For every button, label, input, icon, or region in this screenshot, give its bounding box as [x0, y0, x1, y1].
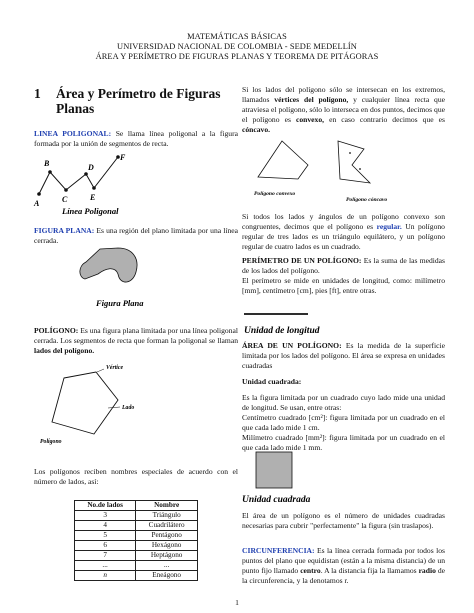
poligono-caption: Polígono — [40, 439, 62, 445]
area-paragraph — [242, 341, 445, 371]
circ-text-b: . A la distancia fija la llamamos — [320, 566, 419, 575]
p2-text-c: Un polígono regular de tres lados es un triángulo equilátero, y un polígono regular de cuatro lados es un cuadrado. — [242, 222, 445, 251]
perimetro-text: Es la suma de las medidas de los lados del polígono. — [242, 256, 446, 275]
circ-label: CIRCUNFERENCIA: — [242, 546, 315, 555]
nombres-paragraph — [34, 467, 238, 487]
table-row — [75, 551, 198, 561]
figura-label: FIGURA PLANA: — [34, 226, 95, 235]
linea-text: Se llama línea poligonal a la figura formada por la unión de segmentos de recta. — [34, 129, 238, 148]
concavo-caption: Polígono cóncavo — [346, 197, 388, 203]
convexo-caption: Polígono convexo — [254, 191, 296, 197]
uc-text-1: Es la figura limitada por un cuadrado cuyo lado mide una unidad de longitud. Se usan, entre otras: — [242, 393, 445, 412]
figura-plana-shape — [80, 248, 137, 282]
label-c: C — [62, 195, 68, 204]
poligono-paragraph — [34, 326, 238, 356]
figura-plana-paragraph — [34, 226, 238, 246]
label-a: A — [34, 199, 40, 208]
table-header-row — [75, 501, 198, 511]
unidad-cuadrada-square — [256, 452, 292, 488]
table-cell: n — [75, 571, 136, 581]
table-cell: 3 — [75, 511, 136, 521]
point-c — [64, 188, 68, 192]
table-cell: Cuadrilátero — [136, 521, 198, 531]
header-line-2: UNIVERSIDAD NACIONAL DE COLOMBIA - SEDE MEDELLÍN — [117, 42, 357, 51]
unidad-cuadrada-paragraph — [242, 393, 445, 453]
concave-polygon-shape — [338, 141, 370, 183]
table-cell: Pentágono — [136, 531, 198, 541]
table-cell: Heptágono — [136, 551, 198, 561]
pentagon-shape — [52, 372, 118, 434]
section-title-line2: Planas — [56, 101, 95, 116]
table-row — [75, 511, 198, 521]
perimetro-text-2: El perímetro se mide en unidades de longitud, como: milímetro [mm], centímetro [cm], pies [ft], entre otras. — [242, 276, 445, 295]
convexo-concavo-figure — [242, 135, 447, 210]
nombres-text: Los polígonos reciben nombres especiales de acuerdo con el número de lados, así: — [34, 467, 238, 486]
unidad-longitud-figure — [242, 306, 342, 336]
table-cell: Hexágono — [136, 541, 198, 551]
convex-polygon-shape — [258, 141, 308, 179]
table-cell: ... — [136, 561, 198, 571]
poligono-text: Es una figura plana limitada por una línea poligonal cerrada. Los segmentos de recta que forman la poligonal se llaman — [34, 326, 238, 345]
table-cell: Eneágono — [136, 571, 198, 581]
lado-pointer — [108, 407, 120, 408]
linea-poligonal-paragraph — [34, 129, 238, 149]
table-cell: 5 — [75, 531, 136, 541]
poligono-bold: lados del polígono. — [34, 346, 95, 355]
table-header-cell: No.de lados — [75, 501, 136, 511]
concave-point-2 — [359, 168, 361, 170]
unidad-longitud-caption: Unidad de longitud — [244, 326, 320, 336]
vertice-label: Vértice — [106, 365, 124, 371]
area-text: Es la medida de la superficie limitada por los lados del polígono. El área se expresa en unidades cuadradas — [242, 341, 445, 370]
table-cell: Triángulo — [136, 511, 198, 521]
label-b: B — [44, 159, 50, 168]
label-d: D — [88, 163, 94, 172]
unidad-cuadrada-caption: Unidad cuadrada — [242, 495, 311, 505]
label-f: F — [120, 153, 126, 162]
linea-label: LINEA POLIGONAL: — [34, 129, 112, 138]
page-number: 1 — [235, 598, 239, 607]
figura-caption: Figura Plana — [96, 298, 144, 308]
p1-bold-concavo: cóncavo. — [242, 125, 271, 134]
perimetro-paragraph — [242, 256, 445, 296]
table-row — [75, 541, 198, 551]
poligono-figure — [34, 360, 184, 450]
unidad-cuadrada-figure — [242, 452, 352, 507]
point-b — [48, 170, 52, 174]
convexo-paragraph — [242, 85, 445, 135]
circ-bold-centro: centro — [300, 566, 321, 575]
uc-text-3: Milímetro cuadrado [mm²]: figura limitada por un cuadrado en el que cada lado mide 1 mm. — [242, 433, 445, 452]
table-header-cell: Nombre — [136, 501, 198, 511]
section-title-line1: Área y Perímetro de Figuras — [56, 86, 221, 101]
circunferencia-paragraph — [242, 546, 445, 586]
point-a — [37, 192, 41, 196]
vertice-pointer — [97, 369, 104, 372]
lado-label: Lado — [122, 405, 135, 411]
area-2-text: El área de un polígono es el número de unidades cuadradas necesarias para cubrir "perfectamente" la figura (sin traslapos). — [242, 511, 445, 530]
linea-poligonal-figure — [34, 152, 164, 222]
poligonos-table — [74, 500, 198, 581]
table-row — [75, 571, 198, 581]
linea-caption: Línea Poligonal — [62, 206, 119, 216]
figura-plana-figure — [60, 244, 180, 314]
circ-text-a: Es la línea cerrada formada por todos los puntos del plano que equidistan (están a la misma distancia) de un punto fijo llamado — [242, 546, 445, 575]
p2-bold-regular: regular. — [376, 222, 402, 231]
p2-text-a: Si todos los lados y ángulos de un polígono convexo son congruentes, decimos que el polígono es — [242, 212, 445, 231]
unidad-cuadrada-label: Unidad cuadrada: — [242, 377, 302, 386]
table-row — [75, 561, 198, 571]
unidad-cuadrada-heading — [242, 377, 445, 387]
area-label: ÁREA DE UN POLÍGONO: — [242, 341, 342, 350]
label-e: E — [90, 193, 96, 202]
circ-text-c: de la circunferencia, y la denotamos r. — [242, 566, 445, 585]
poligono-label: POLÍGONO: — [34, 326, 79, 335]
table-cell: 7 — [75, 551, 136, 561]
p1-text-a: Si los lados del polígono sólo se intersecan en los extremos, llamados — [242, 85, 445, 104]
table-cell: 6 — [75, 541, 136, 551]
table-cell: ... — [75, 561, 136, 571]
figura-text: Es una región del plano limitada por una línea cerrada. — [34, 226, 238, 245]
section-heading — [34, 86, 239, 116]
table-cell: 4 — [75, 521, 136, 531]
uc-text-2: Centímetro cuadrado [cm²]: figura limitada por un cuadrado en el que cada lado mide 1 cm. — [242, 413, 445, 432]
header-line-1: MATEMÁTICAS BÁSICAS — [187, 32, 287, 41]
concave-point-1 — [349, 152, 351, 154]
p1-text-e: en caso contrario decimos que es — [324, 115, 445, 124]
p1-bold-convexo: convexo, — [295, 115, 325, 124]
table-row — [75, 531, 198, 541]
circ-bold-radio: radio — [418, 566, 436, 575]
area-2-paragraph — [242, 511, 445, 531]
p1-text-c: y cualquier línea recta que atraviesa el polígono, sólo lo interseca en dos puntos, decimos que el polígono es — [242, 95, 445, 124]
point-e — [92, 186, 96, 190]
regular-paragraph — [242, 212, 445, 252]
header-line-3: ÁREA Y PERÍMETRO DE FIGURAS PLANAS Y TEOREMA DE PITÁGORAS — [95, 52, 379, 61]
table-row — [75, 521, 198, 531]
perimetro-label: PERÍMETRO DE UN POLÍGONO: — [242, 256, 362, 265]
point-d — [84, 172, 88, 176]
p1-bold-vertices: vértices del polígono, — [274, 95, 349, 104]
section-number: 1 — [34, 86, 41, 101]
linea-poligonal-path — [39, 157, 118, 194]
